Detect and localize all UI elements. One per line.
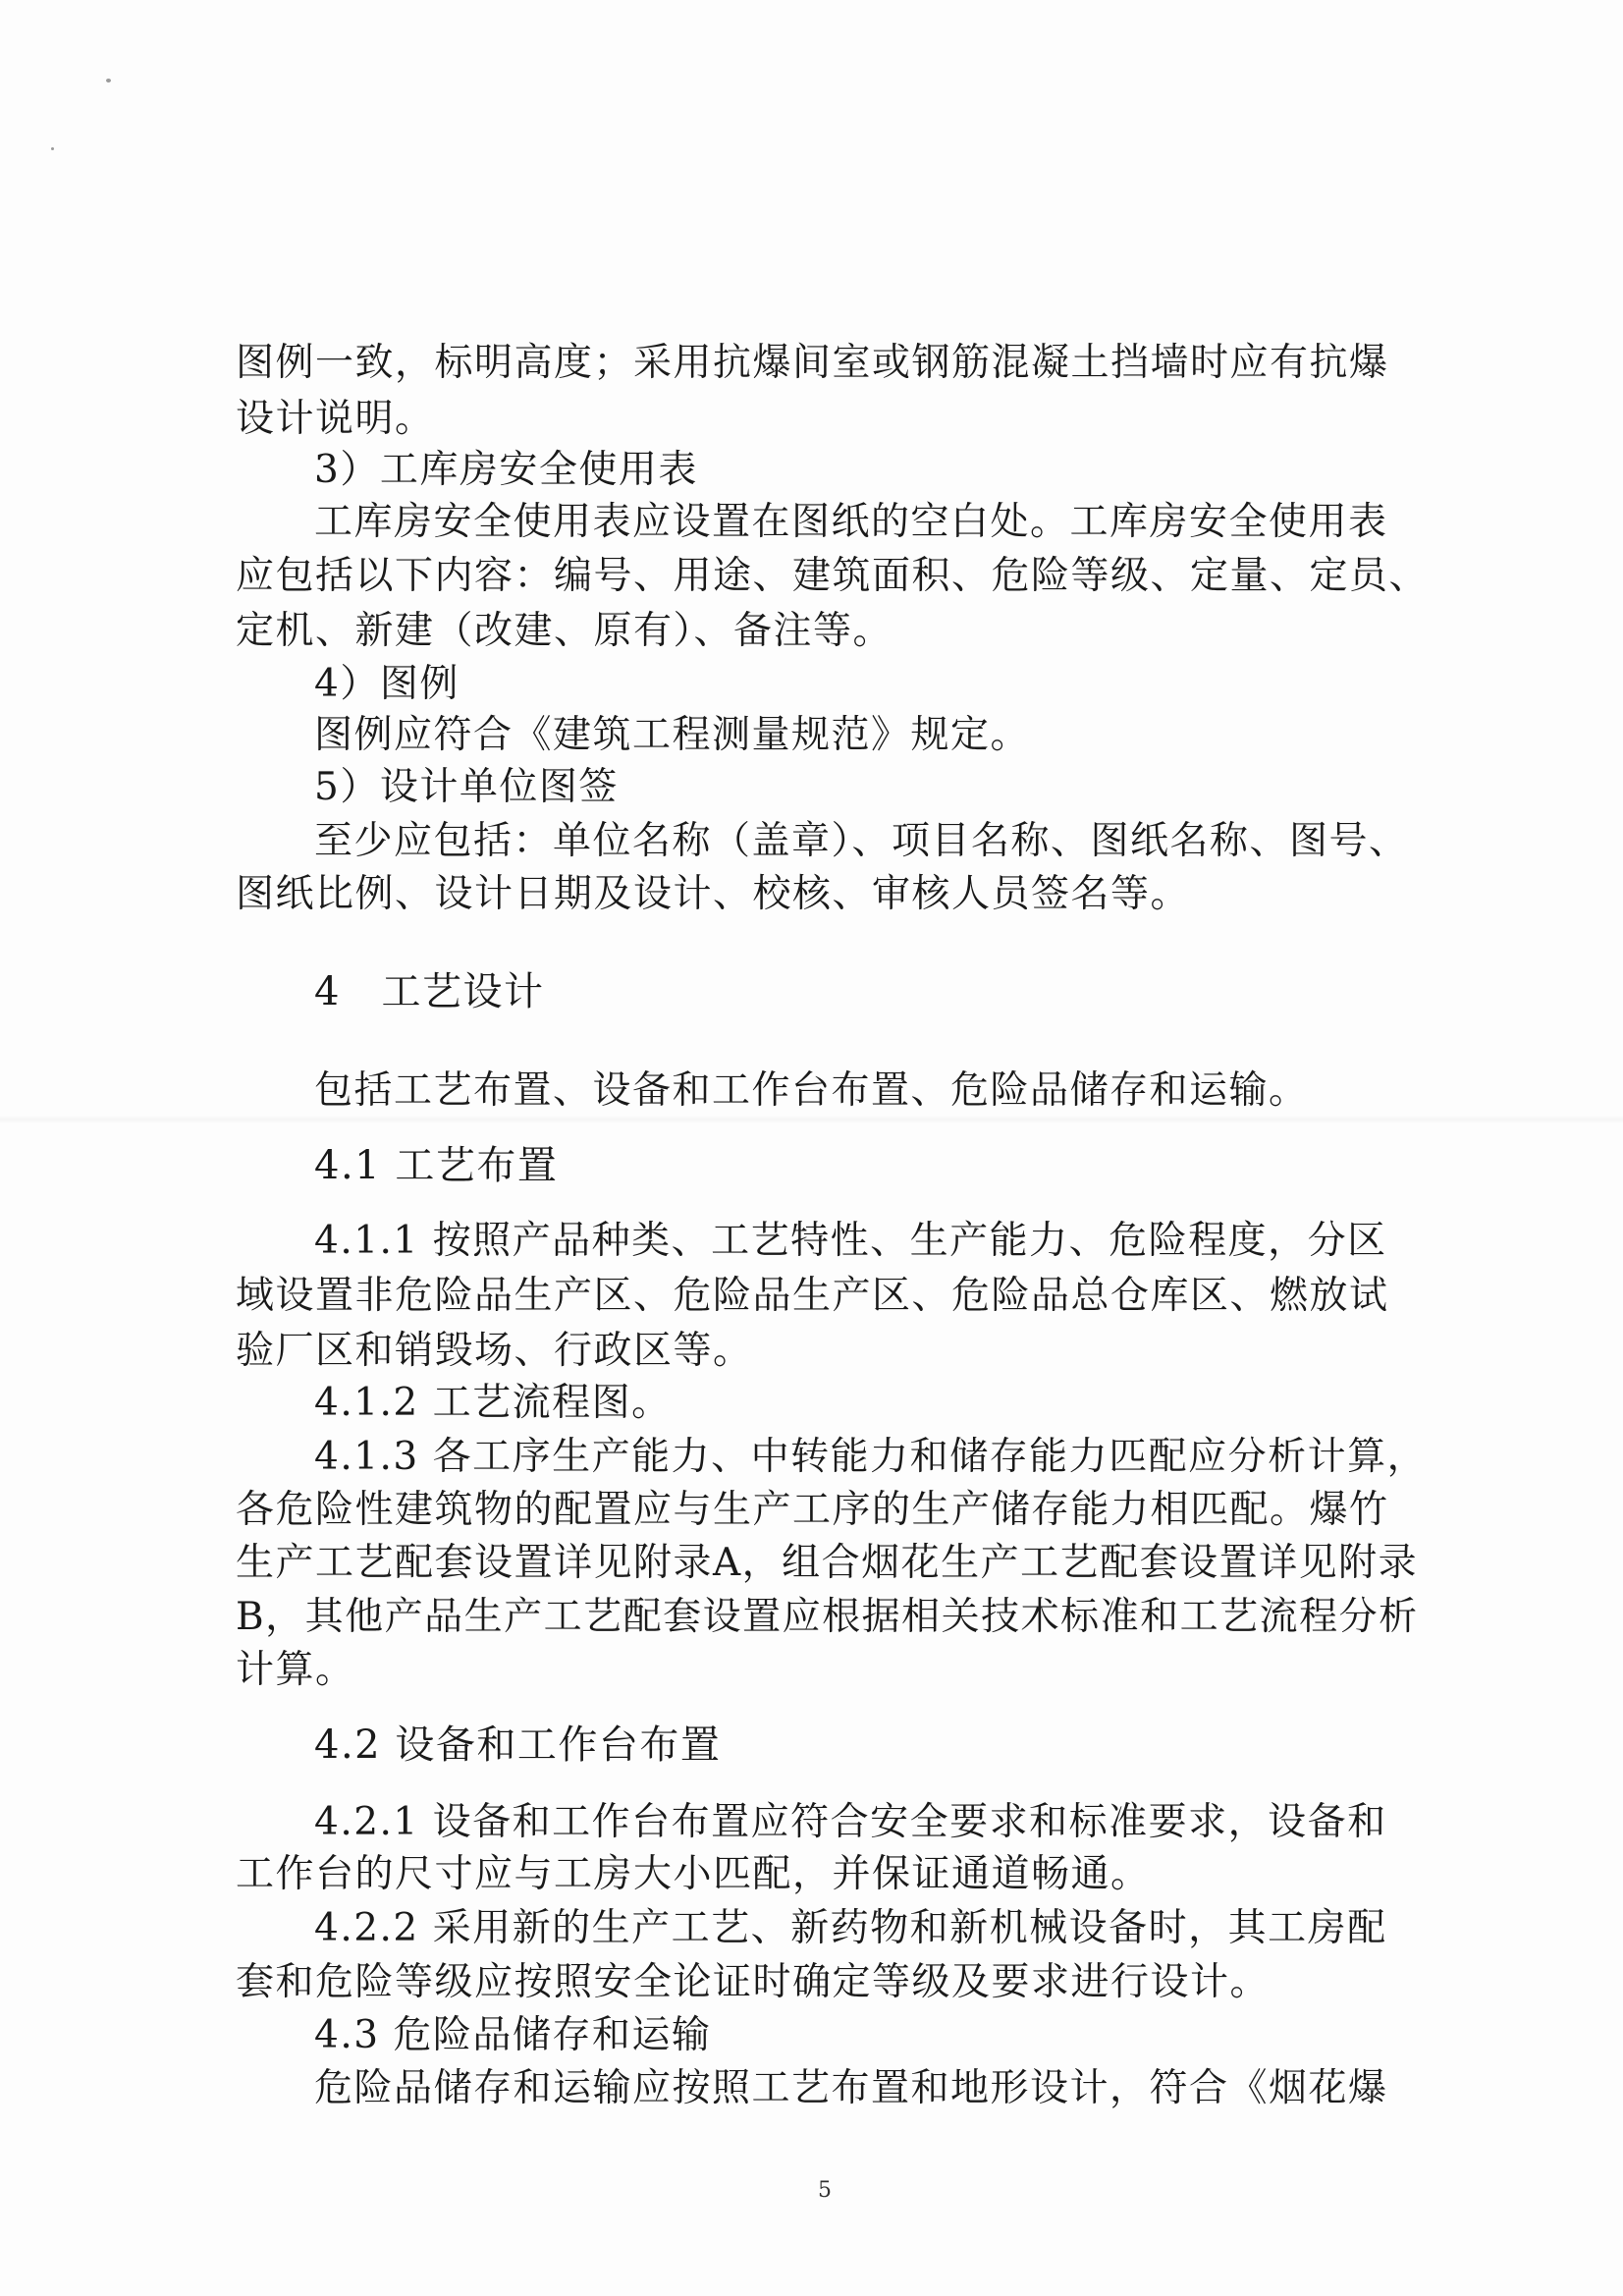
body-line: 图例一致，标明高度；采用抗爆间室或钢筋混凝土挡墙时应有抗爆 <box>236 341 1389 385</box>
section-heading: 4.1 工艺布置 <box>314 1143 559 1188</box>
body-line: 应包括以下内容：编号、用途、建筑面积、危险等级、定量、定员、 <box>236 554 1430 598</box>
body-line: 4.2.2 采用新的生产工艺、新药物和新机械设备时，其工房配 <box>314 1906 1387 1950</box>
body-line: 4.2.1 设备和工作台布置应符合安全要求和标准要求，设备和 <box>314 1800 1387 1844</box>
body-line: 计算。 <box>236 1648 355 1692</box>
subsection-title: 5）设计单位图签 <box>314 765 619 809</box>
body-line: 生产工艺配套设置详见附录A，组合烟花生产工艺配套设置详见附录 <box>236 1541 1419 1585</box>
body-line: 危险品储存和运输应按照工艺布置和地形设计，符合《烟花爆 <box>314 2066 1388 2110</box>
body-line: B，其他产品生产工艺配套设置应根据相关技术标准和工艺流程分析 <box>236 1595 1419 1639</box>
body-line: 4.1.3 各工序生产能力、中转能力和储存能力匹配应分析计算， <box>314 1435 1428 1479</box>
body-line: 至少应包括：单位名称（盖章）、项目名称、图纸名称、图号、 <box>314 819 1409 863</box>
section-heading: 4 工艺设计 <box>314 969 545 1014</box>
scan-speck <box>106 79 111 82</box>
body-line: 图例应符合《建筑工程测量规范》规定。 <box>314 713 1031 757</box>
body-line: 包括工艺布置、设备和工作台布置、危险品储存和运输。 <box>314 1068 1309 1113</box>
section-heading: 4.2 设备和工作台布置 <box>314 1722 722 1768</box>
body-line: 设计说明。 <box>236 397 435 441</box>
subsection-title: 3）工库房安全使用表 <box>314 448 698 492</box>
body-line: 图纸比例、设计日期及设计、校核、审核人员签名等。 <box>236 872 1191 916</box>
body-line: 套和危险等级应按照安全论证时确定等级及要求进行设计。 <box>236 1960 1271 2004</box>
body-line: 验厂区和销毁场、行政区等。 <box>236 1329 753 1373</box>
body-line: 各危险性建筑物的配置应与生产工序的生产储存能力相匹配。爆竹 <box>236 1488 1389 1532</box>
body-line: 4.1.1 按照产品种类、工艺特性、生产能力、危险程度，分区 <box>314 1219 1387 1263</box>
subsection-title: 4.3 危险品储存和运输 <box>314 2013 712 2057</box>
body-line: 定机、新建（改建、原有）、备注等。 <box>236 609 893 653</box>
body-line: 4.1.2 工艺流程图。 <box>314 1381 672 1425</box>
body-line: 域设置非危险品生产区、危险品生产区、危险品总仓库区、燃放试 <box>236 1274 1389 1318</box>
body-line: 工作台的尺寸应与工房大小匹配，并保证通道畅通。 <box>236 1852 1151 1896</box>
body-line: 工库房安全使用表应设置在图纸的空白处。工库房安全使用表 <box>314 500 1388 544</box>
scan-speck <box>51 147 54 150</box>
subsection-title: 4）图例 <box>314 662 460 706</box>
page-number: 5 <box>818 2178 832 2203</box>
